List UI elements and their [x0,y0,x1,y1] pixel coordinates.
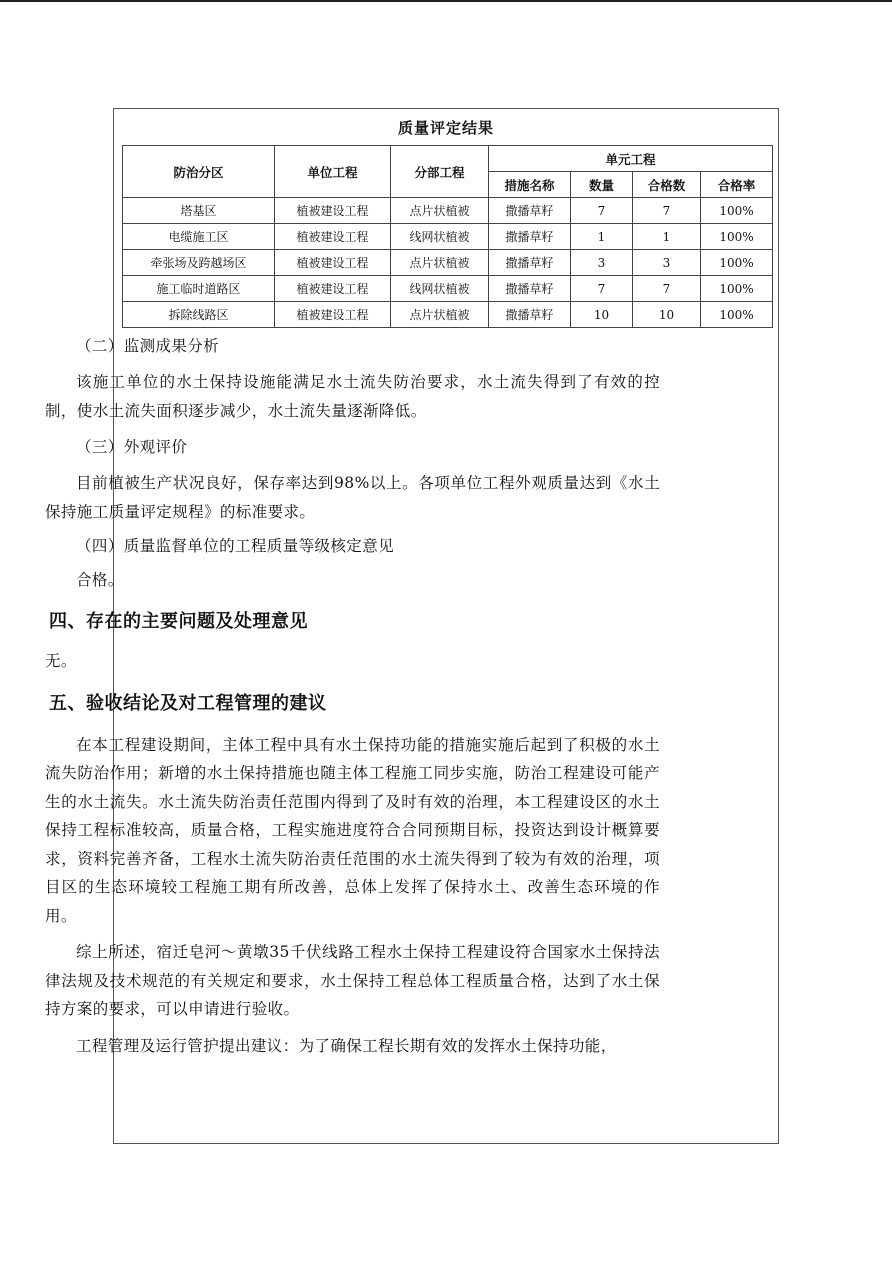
header-element-project: 单元工程 [489,146,773,172]
cell-unit: 植被建设工程 [275,198,391,224]
cell-passed: 10 [633,302,701,328]
problems-paragraph: 无。 [45,651,77,670]
supervision-paragraph: 合格。 [76,571,124,589]
cell-passed: 3 [633,250,701,276]
table-row [123,302,773,328]
header-sub-project: 分部工程 [391,146,489,198]
table-row [123,198,773,224]
header-count: 数量 [571,172,633,198]
cell-measure: 撒播草籽 [489,198,571,224]
header-pass-rate: 合格率 [701,172,773,198]
top-border-line [0,0,892,2]
conclusion-heading: 五、验收结论及对工程管理的建议 [49,692,327,714]
cell-passed: 7 [633,276,701,302]
cell-measure: 撒播草籽 [489,276,571,302]
header-measure: 措施名称 [489,172,571,198]
cell-rate: 100% [701,224,773,250]
cell-sub: 线网状植被 [391,276,489,302]
cell-sub: 点片状植被 [391,302,489,328]
cell-unit: 植被建设工程 [275,250,391,276]
header-unit-project: 单位工程 [275,146,391,198]
document-body [45,332,660,1060]
cell-zone: 拆除线路区 [123,302,275,328]
monitoring-subtitle: （二）监测成果分析 [76,337,220,355]
cell-rate: 100% [701,250,773,276]
conclusion-paragraph-2: 综上所述，宿迁皂河～黄墩35千伏线路工程水土保持工程建设符合国家水土保持法律法规及技术规范的有关规定和要求，水土保持工程总体工程质量合格，达到了水土保持方案的要求，可以申请进行验收。 [45,943,660,1018]
cell-zone: 塔基区 [123,198,275,224]
table-title: 质量评定结果 [397,119,494,137]
table-row [123,224,773,250]
conclusion-paragraph-3: 工程管理及运行管护提出建议：为了确保工程长期有效的发挥水土保持功能， [76,1036,617,1055]
cell-count: 7 [571,276,633,302]
cell-unit: 植被建设工程 [275,224,391,250]
conclusion-paragraph-1: 在本工程建设期间，主体工程中具有水土保持功能的措施实施后起到了积极的水土流失防治作用；新增的水土保持措施也随主体工程施工同步实施，防治工程建设可能产生的水土流失。水土流失防治责任范围内得到了及时有效的治理，本工程建设区的水土保持工程标准较高，质量合格，工程实施进度符合合同预期目标，投资达到设计概算要求，资料完善齐备，工程水土流失防治责任范围的水土流失得到了较为有效的治理，项目区的生态环境较工程施工期有所改善，总体上发挥了保持水土、改善生态环境的作用。 [45,735,660,925]
monitoring-paragraph: 该施工单位的水土保持设施能满足水土流失防治要求，水土流失得到了有效的控制，使水土流失面积逐步减少，水土流失量逐渐降低。 [45,373,660,420]
supervision-subtitle: （四）质量监督单位的工程质量等级核定意见 [76,537,395,555]
appearance-subtitle: （三）外观评价 [76,438,188,456]
cell-count: 3 [571,250,633,276]
cell-unit: 植被建设工程 [275,302,391,328]
cell-count: 10 [571,302,633,328]
cell-passed: 7 [633,198,701,224]
cell-measure: 撒播草籽 [489,250,571,276]
cell-rate: 100% [701,276,773,302]
problems-heading: 四、存在的主要问题及处理意见 [49,610,308,632]
cell-passed: 1 [633,224,701,250]
appearance-paragraph: 目前植被生产状况良好，保存率达到98%以上。各项单位工程外观质量达到《水土保持施工质量评定规程》的标准要求。 [45,474,660,521]
cell-rate: 100% [701,302,773,328]
quality-table [122,145,773,328]
cell-zone: 施工临时道路区 [123,276,275,302]
cell-count: 7 [571,198,633,224]
cell-rate: 100% [701,198,773,224]
cell-measure: 撒播草籽 [489,224,571,250]
cell-sub: 线网状植被 [391,224,489,250]
cell-zone: 牵张场及跨越场区 [123,250,275,276]
cell-count: 1 [571,224,633,250]
cell-sub: 点片状植被 [391,198,489,224]
header-passed: 合格数 [633,172,701,198]
table-row [123,276,773,302]
header-zone: 防治分区 [123,146,275,198]
cell-zone: 电缆施工区 [123,224,275,250]
cell-sub: 点片状植被 [391,250,489,276]
cell-unit: 植被建设工程 [275,276,391,302]
table-row [123,250,773,276]
cell-measure: 撒播草籽 [489,302,571,328]
